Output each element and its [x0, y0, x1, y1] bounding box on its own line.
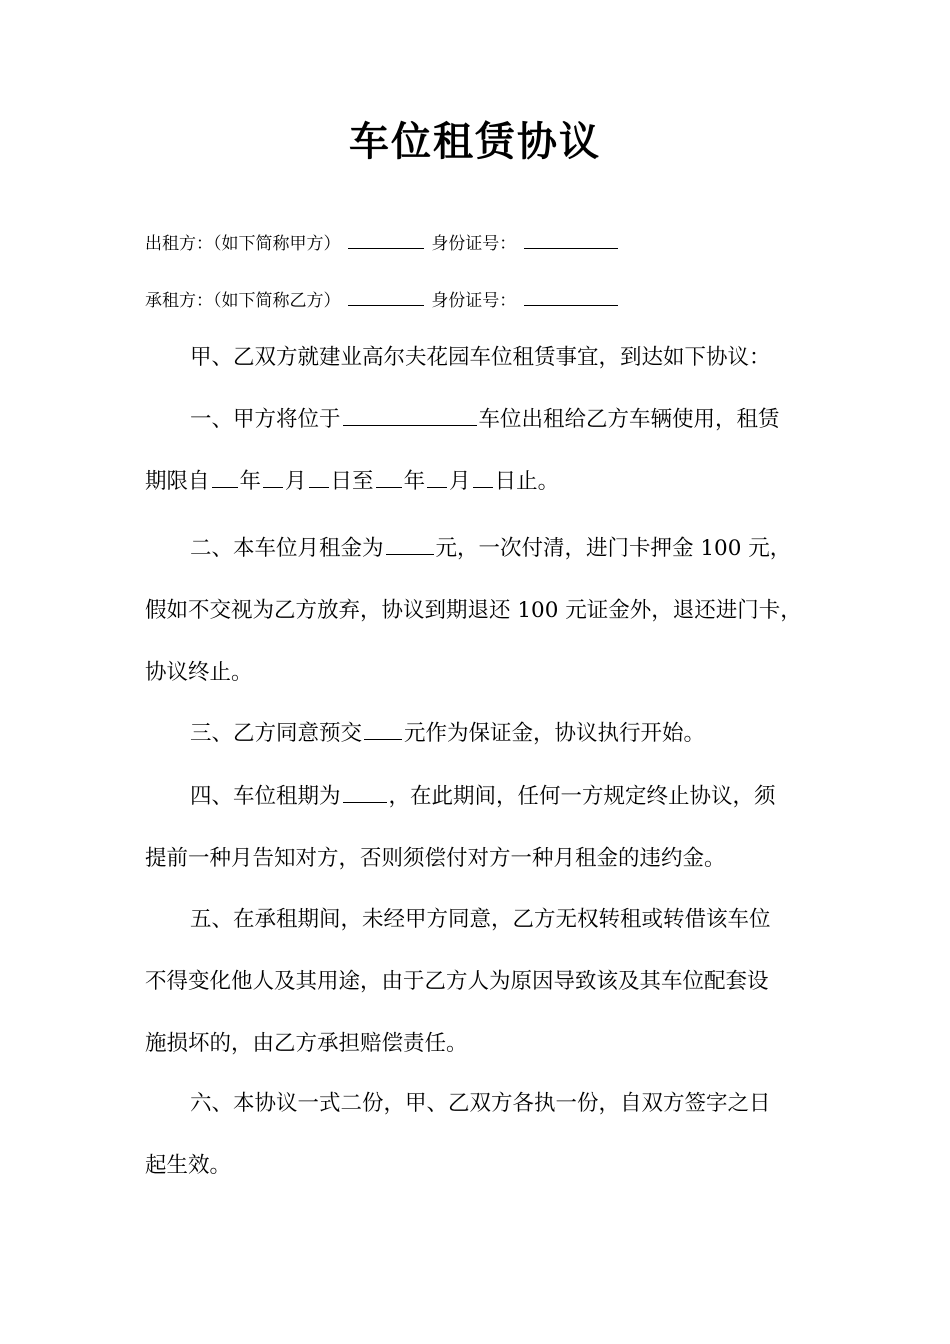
clause-2-line-2: 假如不交视为乙方放弃，协议到期退还 100 元证金外，退还进门卡， — [145, 598, 802, 623]
deposit-blank — [364, 718, 402, 741]
clause-2-text-a: 二、本车位月租金为 — [190, 536, 384, 561]
clause-1-line-1 — [145, 389, 825, 451]
end-month-blank — [427, 466, 447, 489]
clause-6-line-2: 起生效。 — [145, 1153, 232, 1178]
lease-term-blank — [343, 781, 387, 804]
clause-1-text-b: 车位出租给乙方车辆使用，租赁 — [478, 407, 780, 432]
clause-1-year-2: 年 — [403, 469, 426, 494]
clause-3-line-1 — [145, 703, 825, 765]
clause-4-text-b: ，在此期间，任何一方规定终止协议，须 — [388, 784, 776, 809]
intro-text: 甲、乙双方就建业高尔夫花园车位租赁事宜，到达如下协议： — [190, 345, 771, 370]
start-day-blank — [309, 466, 329, 489]
clause-1 — [145, 389, 825, 513]
lessor-label: 出租方：（如下简称甲方） — [145, 234, 341, 254]
clause-4-line-2: 提前一种月告知对方，否则须偿付对方一种月租金的违约金。 — [145, 846, 726, 871]
clause-6-line-1: 六、本协议一式二份，甲、乙双方各执一份，自双方签字之日 — [190, 1091, 771, 1116]
clause-1-month-1: 月 — [285, 469, 307, 494]
lessor-line — [145, 229, 620, 259]
clause-2-line-3: 协议终止。 — [145, 660, 253, 685]
clause-2-line-1 — [145, 518, 825, 580]
clause-5-line-2: 不得变化他人及其用途，由于乙方人为原因导致该及其车位配套设 — [145, 969, 769, 994]
clause-5 — [145, 889, 825, 1075]
lessee-label: 承租方：（如下简称乙方） — [145, 291, 341, 311]
clause-2-text-b: 元，一次付清，进门卡押金 100 元， — [435, 536, 792, 561]
clause-1-line-2 — [145, 451, 825, 513]
lessee-id-blank — [524, 288, 618, 306]
lessee-line — [145, 286, 620, 316]
clause-3-text-b: 元作为保证金，协议执行开始。 — [404, 721, 706, 746]
monthly-rent-blank — [386, 533, 434, 556]
start-year-blank — [212, 466, 238, 489]
document-title: 车位租赁协议 — [349, 118, 601, 165]
clause-5-line-1: 五、在承租期间，未经甲方同意，乙方无权转租或转借该车位 — [190, 907, 771, 932]
clause-1-year-1: 年 — [239, 469, 262, 494]
clause-3-text-a: 三、乙方同意预交 — [190, 721, 363, 746]
lessor-id-blank — [524, 231, 618, 249]
end-year-blank — [376, 466, 402, 489]
lessee-name-blank — [348, 288, 424, 306]
location-blank — [343, 404, 477, 427]
clause-1-month-2: 月 — [449, 469, 471, 494]
start-month-blank — [263, 466, 283, 489]
lessor-id-label: 身份证号： — [431, 234, 517, 254]
clause-6 — [145, 1073, 825, 1197]
end-day-blank — [473, 466, 493, 489]
clause-4-text-a: 四、车位租期为 — [190, 784, 341, 809]
clause-3 — [145, 703, 825, 765]
clause-2 — [145, 518, 825, 704]
lessee-id-label: 身份证号： — [431, 291, 517, 311]
lessor-name-blank — [348, 231, 424, 249]
clause-1-text-c: 期限自 — [145, 469, 210, 494]
clause-1-text-a: 一、甲方将位于 — [190, 407, 341, 432]
clause-4-line-1 — [145, 766, 825, 828]
clause-4 — [145, 766, 825, 890]
intro-paragraph — [145, 327, 825, 389]
clause-1-day-1: 日至 — [330, 469, 374, 494]
clause-5-line-3: 施损坏的，由乙方承担赔偿责任。 — [145, 1031, 468, 1056]
clause-1-day-2: 日止。 — [494, 469, 560, 494]
